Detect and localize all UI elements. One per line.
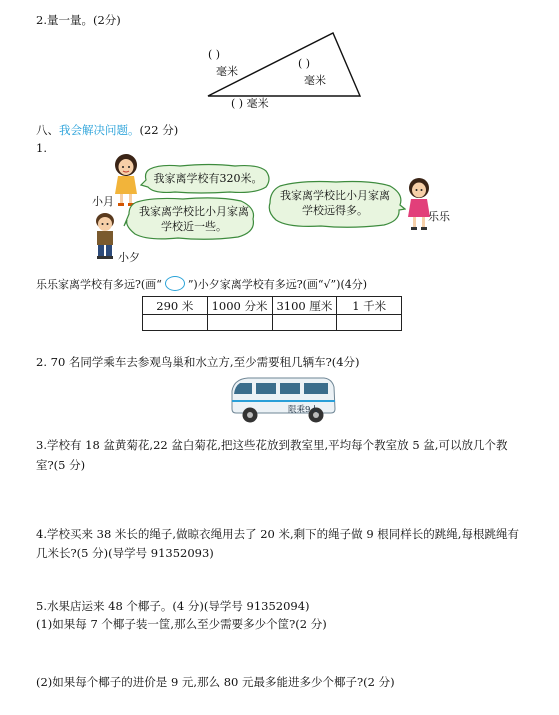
- lele-name: 乐乐: [428, 210, 450, 223]
- van-capacity-label: 限乘9人: [288, 405, 319, 415]
- answer-cell-1[interactable]: [143, 315, 208, 331]
- section-heading: [36, 122, 178, 138]
- blank-top[interactable]: ( ): [208, 48, 221, 61]
- van-illustration: [228, 373, 338, 425]
- option-3100cm: 3100 厘米: [272, 297, 337, 315]
- options-table: [142, 296, 402, 331]
- problem-2-question: 2. 70 名同学乘车去参观鸟巢和水立方,至少需要租几辆车?(4分): [36, 355, 360, 369]
- unit-right: 毫米: [304, 74, 326, 87]
- section-number: 八、: [36, 123, 59, 137]
- blank-bottom[interactable]: ( ) 毫米: [231, 97, 269, 110]
- question-part-a: 乐乐家离学校有多远?(画“: [36, 278, 162, 291]
- answer-cell-4[interactable]: [337, 315, 402, 331]
- option-1km: 1 千米: [337, 297, 402, 315]
- problem-1-question: [36, 276, 367, 292]
- problem-1-label: 1.: [36, 141, 47, 155]
- option-290m: 290 米: [143, 297, 208, 315]
- section-title: 我会解决问题。: [59, 123, 140, 137]
- problem-4-line-2: 几米长?(5 分)(导学号 91352093): [36, 546, 214, 560]
- lele-girl-illustration: [402, 176, 436, 234]
- xiaoxi-name: 小夕: [118, 251, 140, 264]
- circle-icon: [165, 276, 185, 291]
- problem-3-line-2: 室?(5 分): [36, 458, 86, 472]
- xiaoyue-speech: 我家离学校有320米。: [153, 172, 263, 185]
- section-score: (22 分): [139, 123, 179, 137]
- problem-4-line-1: 4.学校买来 38 米长的绳子,做晾衣绳用去了 20 米,剩下的绳子做 9 根同样长的跳绳,每根跳绳有: [36, 527, 519, 541]
- unit-top: 毫米: [216, 65, 238, 78]
- problem-3-line-1: 3.学校有 18 盆黄菊花,22 盆白菊花,把这些花放到教室里,平均每个教室放 5 盆,可以放几个教: [36, 438, 508, 452]
- option-1000dm: 1000 分米: [207, 297, 272, 315]
- xiaoyue-name: 小月: [92, 195, 114, 208]
- xiaoxi-boy-illustration: [88, 211, 122, 261]
- answer-cell-3[interactable]: [272, 315, 337, 331]
- problem-5-sub-1: (1)如果每 7 个椰子装一筐,那么至少需要多少个筐?(2 分): [36, 617, 327, 631]
- problem-5-line-1: 5.水果店运来 48 个椰子。(4 分)(导学号 91352094): [36, 599, 310, 613]
- lele-speech: 我家离学校比小月家离学校远得多。: [280, 189, 390, 217]
- q2-heading: 2.量一量。(2分): [36, 13, 121, 27]
- xiaoxi-speech: 我家离学校比小月家离学校近一些。: [139, 205, 249, 233]
- blank-right[interactable]: ( ): [298, 57, 311, 70]
- problem-5-sub-2: (2)如果每个椰子的进价是 9 元,那么 80 元最多能进多少个椰子?(2 分): [36, 675, 395, 689]
- question-part-b: ”)小夕家离学校有多远?(画“√”)(4分): [187, 278, 368, 291]
- answer-cell-2[interactable]: [207, 315, 272, 331]
